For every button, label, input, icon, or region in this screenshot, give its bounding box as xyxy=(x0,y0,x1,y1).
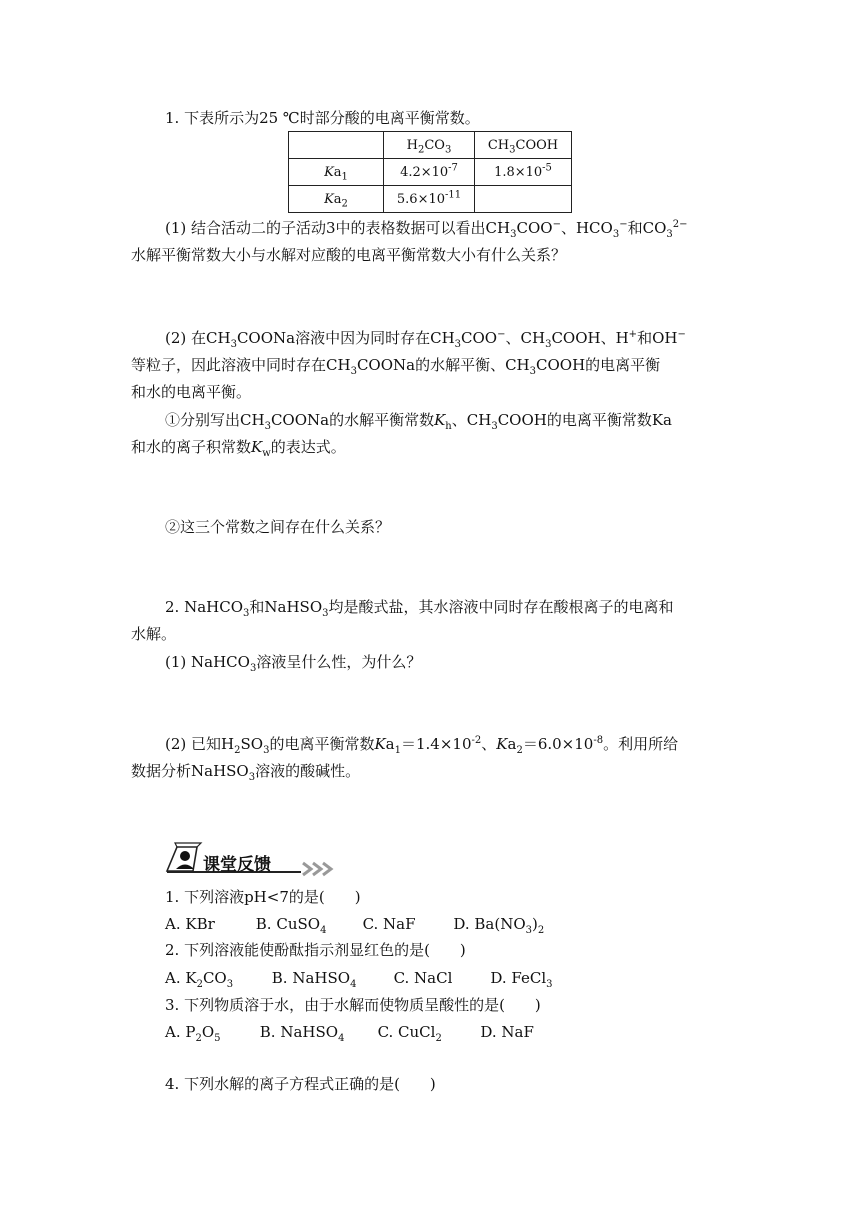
table-cell: $1.8\times 10^{-5}$ xyxy=(475,159,572,186)
q2-stem-line1: 2. NaHCO$_3$和NaHSO$_3$均是酸式盐，其水溶液中同时存在酸根离子的电离和 xyxy=(165,598,674,619)
q2-part1: (1) NaHCO$_3$溶液呈什么性，为什么？ xyxy=(165,653,422,674)
table-cell: $5.6\times 10^{-11}$ xyxy=(384,186,475,213)
q1-part2a-line1: ①分别写出$CH_3COONa$的水解平衡常数$K_h$、$CH_3COOH$的电离平衡常数Ka xyxy=(165,411,672,432)
option-b: B. NaHSO$_4$ xyxy=(271,969,357,990)
table-row xyxy=(289,159,572,186)
option-d: D. FeCl$_3$ xyxy=(490,969,553,990)
q1-part2b: ②这三个常数之间存在什么关系？ xyxy=(165,518,391,536)
option-a: A. $K_2CO_3$ xyxy=(165,969,234,990)
feedback-banner xyxy=(163,841,338,877)
table-cell: $Ka_2$ xyxy=(289,186,384,213)
table-cell: $Ka_1$ xyxy=(289,159,384,186)
q1-part2-line1: (2) 在$CH_3COONa$溶液中因为同时存在$CH_3COO^-$、$CH_3COOH$、H+和OH− xyxy=(165,329,686,350)
q2-part2-line1: (2) 已知$H_2SO_3$的电离平衡常数$Ka_1=1.4\times 10^{-2}$、$Ka_2=6.0\times 10^{-8}$。利用所给 xyxy=(165,735,679,756)
banner-title: 课堂反馈 xyxy=(203,855,271,875)
table-header-cell xyxy=(289,132,384,159)
option-a: A. $P_2O_5$ xyxy=(165,1023,221,1044)
q1-part1-line2: 水解平衡常数大小与水解对应酸的电离平衡常数大小有什么关系？ xyxy=(131,246,567,264)
option-c: C. CuCl$_2$ xyxy=(377,1023,442,1044)
table-row xyxy=(289,132,572,159)
q1-part2-line2: 等粒子，因此溶液中同时存在$CH_3COONa$的水解平衡、$CH_3COOH$的电离平衡 xyxy=(131,356,661,377)
option-c: C. NaCl xyxy=(393,969,453,987)
table-header-cell: $CH_3COOH$ xyxy=(475,132,572,159)
fb-q1-stem: 1. 下列溶液pH<7的是( ) xyxy=(165,888,361,906)
ka-table xyxy=(288,131,572,213)
table-cell: $4.2\times 10^{-7}$ xyxy=(384,159,475,186)
option-a: A. KBr xyxy=(165,915,215,933)
option-c: C. NaF xyxy=(362,915,416,933)
q1-stem: 1. 下表所示为25 ℃时部分酸的电离平衡常数。 xyxy=(165,109,480,127)
fb-q4-stem: 4. 下列水解的离子方程式正确的是( ) xyxy=(165,1075,436,1093)
q1-part2-line3: 和水的电离平衡。 xyxy=(131,383,252,401)
table-row xyxy=(289,186,572,213)
fb-q3-options xyxy=(165,1022,534,1042)
q1-part1-line1: (1) 结合活动二的子活动3中的表格数据可以看出$CH_3COO^-$、$HCO_3^-$和$CO_3^{2-}$ xyxy=(165,219,688,240)
fb-q2-options xyxy=(165,968,553,988)
fb-q2-stem: 2. 下列溶液能使酚酞指示剂显红色的是( ) xyxy=(165,941,466,959)
option-b: B. CuSO$_4$ xyxy=(255,915,327,936)
table-header-cell: $H_2CO_3$ xyxy=(384,132,475,159)
table-cell xyxy=(475,186,572,213)
fb-q1-options xyxy=(165,914,544,934)
fb-q3-stem: 3. 下列物质溶于水，由于水解而使物质呈酸性的是( ) xyxy=(165,996,541,1014)
option-d: D. $Ba(NO_3)_2$ xyxy=(453,915,545,936)
q2-part2-line2: 数据分析NaHSO$_3$溶液的酸碱性。 xyxy=(131,762,361,783)
option-d: D. NaF xyxy=(480,1023,534,1041)
option-b: B. NaHSO$_4$ xyxy=(259,1023,345,1044)
q2-stem-line2: 水解。 xyxy=(131,625,177,643)
q1-part2a-line2: 和水的离子积常数$K_w$的表达式。 xyxy=(131,438,346,459)
